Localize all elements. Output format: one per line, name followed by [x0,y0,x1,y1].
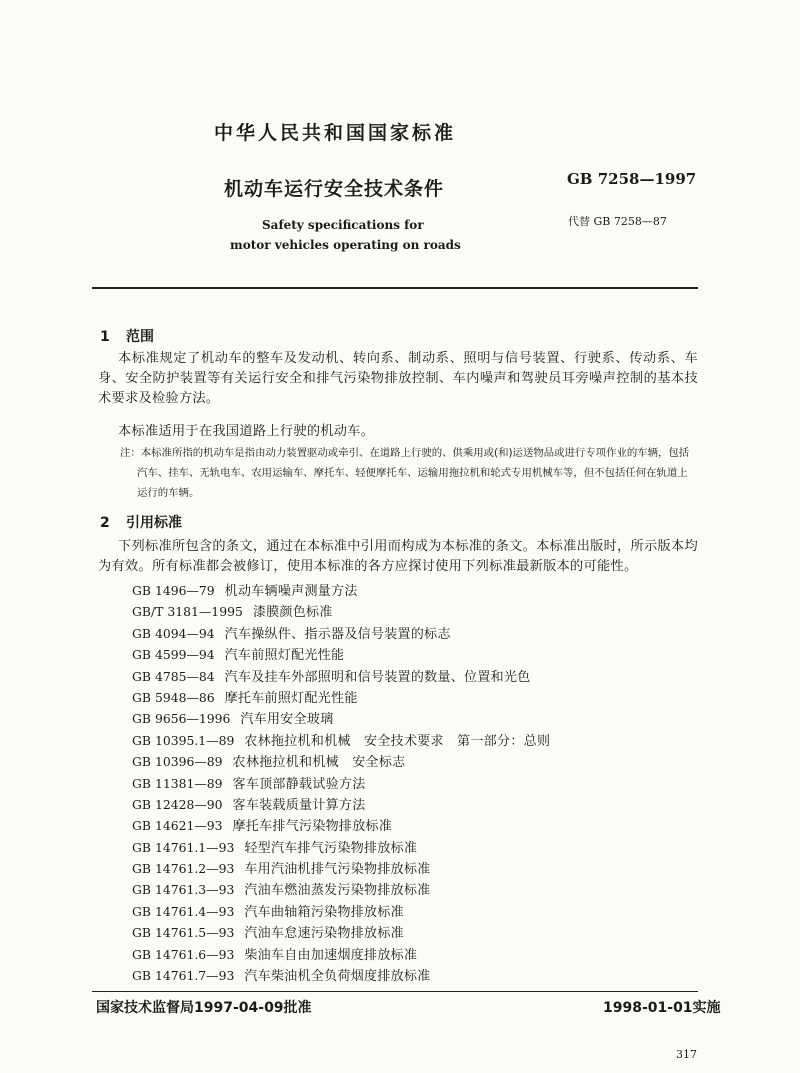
reference-item [132,901,550,922]
reference-code: GB/T 3181—1995 [132,604,243,620]
reference-title: 农林拖拉机和机械 安全技术要求 第一部分：总则 [244,733,551,749]
reference-code: GB 4785—84 [132,668,215,684]
reference-item [132,666,550,687]
reference-code: GB 4599—94 [132,647,215,663]
section-2-title: 引用标准 [126,515,182,531]
reference-title: 漆膜颜色标准 [252,605,333,621]
reference-item [132,965,550,986]
reference-title: 客车装载质量计算方法 [232,797,366,813]
reference-item [132,815,550,836]
reference-code: GB 14621—93 [132,818,223,834]
reference-title: 摩托车排气污染物排放标准 [232,819,393,835]
reference-item [132,730,550,751]
reference-code: GB 5948—86 [132,689,215,705]
reference-item [132,601,550,622]
section-1-paragraph-2: 本标准适用于在我国道路上行驶的机动车。 [118,424,375,439]
section-1-paragraph-1: 本标准规定了机动车的整车及发动机、转向系、制动系、照明与信号装置、行驶系、传动系、车身、安全防护装置等有关运行安全和排气污染物排放控制、车内噪声和驾驶员耳旁噪声控制的基本技术要求及检验方法。 [98,351,698,406]
reference-code: GB 12428—90 [132,796,223,812]
reference-code: GB 9656—1996 [132,711,231,727]
english-title-line-1: Safety specifications for [262,218,424,232]
approval-note: 国家技术监督局1997-04-09批准 [96,1000,312,1016]
reference-title: 汽车及挂车外部照明和信号装置的数量、位置和光色 [224,669,531,685]
reference-title: 汽车用安全玻璃 [240,712,334,728]
reference-code: GB 14761.1—93 [132,839,235,855]
reference-item [132,708,550,729]
reference-item [132,687,550,708]
reference-item [132,773,550,794]
english-title-line-2: motor vehicles operating on roads [230,238,461,252]
section-1-number: 1 [100,329,110,345]
section-2-number: 2 [100,515,110,531]
reference-title: 机动车辆噪声测量方法 [224,584,358,599]
section-2-paragraph-1: 下列标准所包含的条文，通过在本标准中引用而构成为本标准的条文。本标准出版时，所示版本均为有效。所有标准都会被修订，使用本标准的各方应探讨使用下列标准最新版本的可能性。 [98,539,698,574]
org-title: 中华人民共和国国家标准 [214,122,457,144]
reference-code: GB 10396—89 [132,754,223,770]
implementation-date: 1998-01-01实施 [603,1000,721,1016]
reference-item [132,751,550,772]
reference-code: GB 4094—94 [132,625,215,641]
reference-code: GB 10395.1—89 [132,732,235,748]
reference-code: GB 14761.4—93 [132,903,235,919]
reference-code: GB 14761.5—93 [132,925,235,941]
reference-title: 摩托车前照灯配光性能 [224,690,358,706]
header-divider [92,287,698,289]
standard-code: GB 7258—1997 [567,170,697,188]
reference-item [132,879,550,900]
reference-item [132,794,550,815]
reference-title: 柴油车自由加速烟度排放标准 [244,947,418,963]
reference-title: 汽油车怠速污染物排放标准 [244,926,404,942]
reference-title: 汽车曲轴箱污染物排放标准 [244,904,404,920]
section-1-heading [100,326,154,346]
reference-item [132,580,550,601]
reference-code: GB 14761.2—93 [132,861,235,877]
page-number: 317 [676,1048,697,1061]
reference-title: 客车顶部静载试验方法 [232,776,366,792]
section-2-heading [100,512,182,532]
reference-code: GB 14761.6—93 [132,946,235,962]
reference-code: GB 14761.7—93 [132,968,235,984]
reference-item [132,944,550,965]
reference-title: 汽油车燃油蒸发污染物排放标准 [244,883,431,899]
reference-item [132,837,550,858]
reference-list [132,580,550,986]
reference-title: 轻型汽车排气污染物排放标准 [244,840,418,856]
reference-item [132,858,550,879]
reference-item [132,623,550,644]
reference-code: GB 14761.3—93 [132,882,235,898]
reference-title: 汽车前照灯配光性能 [224,648,345,664]
reference-title: 汽车操纵件、指示器及信号装置的标志 [224,626,451,642]
section-1-note: 注：本标准所指的机动车是指由动力装置驱动或牵引、在道路上行驶的、供乘用或(和)运送物品或进行专项作业的车辆，包括汽车、挂车、无轨电车、农用运输车、摩托车、轻便摩托车、运输用拖拉机和轮式专用机械车等，但不包括任何在轨道上运行的车辆。 [120,447,690,499]
reference-item [132,644,550,665]
reference-title: 汽车柴油机全负荷烟度排放标准 [244,969,431,985]
section-1-title: 范围 [126,329,154,345]
reference-item [132,922,550,943]
replaces-standard: 代替 GB 7258—87 [568,215,667,228]
footer-divider [92,991,698,992]
document-title: 机动车运行安全技术条件 [224,178,445,200]
reference-title: 车用汽油机排气污染物排放标准 [244,862,431,878]
reference-code: GB 1496—79 [132,583,215,598]
reference-code: GB 11381—89 [132,775,223,791]
reference-title: 农林拖拉机和机械 安全标志 [232,755,406,771]
